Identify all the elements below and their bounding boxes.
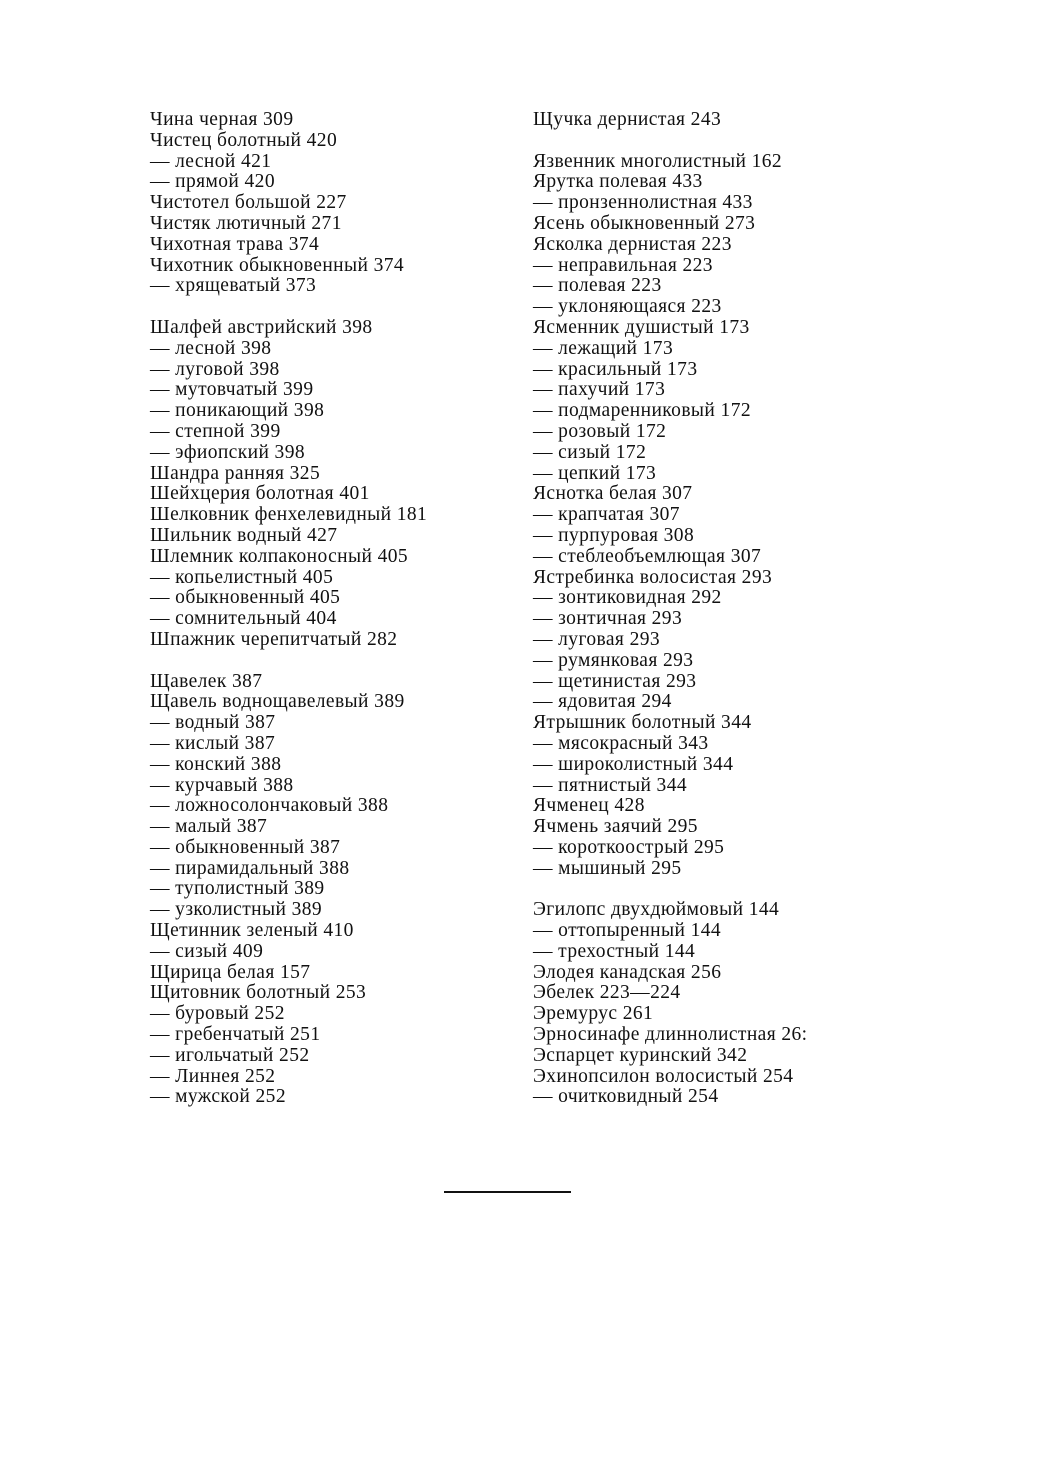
index-column-left — [150, 110, 530, 1108]
index-entry: — конский 388 — [150, 753, 282, 775]
index-entry: — мышиный 295 — [533, 857, 682, 879]
index-entry: — луговой 398 — [150, 358, 280, 380]
index-entry: — пирамидальный 388 — [150, 857, 350, 879]
index-entry: — сизый 172 — [533, 441, 647, 463]
index-entry: — пятнистый 344 — [533, 774, 688, 796]
index-entry: — туполистный 389 — [150, 878, 325, 900]
index-entry: — лежащий 173 — [533, 337, 674, 359]
index-entry: Чихотник обыкновенный 374 — [150, 254, 405, 276]
index-entry: Шлемник колпаконосный 405 — [150, 545, 409, 567]
index-entry: — пронзеннолистная 433 — [533, 192, 753, 214]
index-entry: — игольчатый 252 — [150, 1044, 310, 1066]
index-entry: — гребенчатый 251 — [150, 1024, 321, 1046]
index-entry: Ясень обыкновенный 273 — [533, 212, 756, 234]
index-entry: Эремурус 261 — [533, 1003, 654, 1025]
index-entry: Язвенник многолистный 162 — [533, 150, 783, 172]
index-entry: Щавель воднощавелевый 389 — [150, 691, 405, 713]
index-entry: — лесной 398 — [150, 337, 272, 359]
index-entry: — розовый 172 — [533, 420, 667, 442]
index-entry: — обыкновенный 405 — [150, 587, 341, 609]
index-entry: Чистяк лютичный 271 — [150, 212, 342, 234]
index-entry: — красильный 173 — [533, 358, 698, 380]
index-entry: — луговая 293 — [533, 628, 661, 650]
index-entry: — пахучий 173 — [533, 379, 666, 401]
index-entry: — поникающий 398 — [150, 400, 325, 422]
index-entry: — крапчатая 307 — [533, 504, 680, 526]
index-entry: Яснотка белая 307 — [533, 483, 693, 505]
index-entry: Щирица белая 157 — [150, 961, 311, 983]
index-entry: — копьелистный 405 — [150, 566, 334, 588]
index-entry: — курчавый 388 — [150, 774, 294, 796]
index-entry: — уклоняющаяся 223 — [533, 296, 722, 318]
index-entry: — сомнительный 404 — [150, 608, 337, 630]
index-entry: Шалфей австрийский 398 — [150, 316, 373, 338]
index-entry: — прямой 420 — [150, 171, 275, 193]
index-entry: — мутовчатый 399 — [150, 379, 314, 401]
index-entry: Шелковник фенхелевидный 181 — [150, 504, 428, 526]
index-entry: Щитовник болотный 253 — [150, 982, 367, 1004]
index-entry: — цепкий 173 — [533, 462, 657, 484]
index-entry: — малый 387 — [150, 816, 268, 838]
index-entry: Ястребинка волосистая 293 — [533, 566, 773, 588]
index-entry: Эспарцет куринский 342 — [533, 1044, 748, 1066]
index-entry: — узколистный 389 — [150, 899, 323, 921]
index-entry: Шпажник черепитчатый 282 — [150, 628, 398, 650]
index-entry: — водный 387 — [150, 712, 276, 734]
index-entry: Ячмень заячий 295 — [533, 816, 698, 838]
index-entry: — мясокрасный 343 — [533, 732, 709, 754]
index-entry: — подмаренниковый 172 — [533, 400, 751, 422]
index-entry: — ложносолончаковый 388 — [150, 795, 389, 817]
index-entry: Ятрышник болотный 344 — [533, 712, 752, 734]
index-entry: Щетинник зеленый 410 — [150, 920, 354, 942]
index-entry: — стеблеобъемлющая 307 — [533, 545, 762, 567]
index-entry: — сизый 409 — [150, 940, 264, 962]
index-entry: — обыкновенный 387 — [150, 836, 341, 858]
index-entry: Чистец болотный 420 — [150, 129, 338, 151]
index-entry: — хрящеватый 373 — [150, 275, 317, 297]
index-entry: — ядовитая 294 — [533, 691, 672, 713]
index-entry: Ясменник душистый 173 — [533, 316, 750, 338]
index-entry: — неправильная 223 — [533, 254, 713, 276]
index-entry: — кислый 387 — [150, 732, 276, 754]
index-entry: Чистотел большой 227 — [150, 192, 347, 214]
index-entry: — буровый 252 — [150, 1003, 285, 1025]
index-entry: — мужской 252 — [150, 1086, 286, 1108]
index-entry: Элодея канадская 256 — [533, 961, 722, 983]
index-entry: Ярутка полевая 433 — [533, 171, 703, 193]
index-entry: Шильник водный 427 — [150, 524, 338, 546]
index-entry: Ясколка дернистая 223 — [533, 233, 732, 255]
index-entry: — лесной 421 — [150, 150, 272, 172]
index-entry: — широколистный 344 — [533, 753, 734, 775]
index-entry: Ячменец 428 — [533, 795, 645, 817]
index-entry: Щучка дернистая 243 — [533, 109, 722, 130]
index-entry: — полевая 223 — [533, 275, 662, 297]
index-entry: — щетинистая 293 — [533, 670, 697, 692]
index-entry: — зонтичная 293 — [533, 608, 683, 630]
index-entry: — степной 399 — [150, 420, 281, 442]
index-entry: — зонтиковидная 292 — [533, 587, 722, 609]
index-entry: — румянковая 293 — [533, 649, 694, 671]
index-entry: Чина черная 309 — [150, 109, 294, 130]
index-column-right — [533, 110, 873, 1108]
index-entry: Эхинопсилон волосистый 254 — [533, 1065, 794, 1087]
index-entry: — трехостный 144 — [533, 940, 696, 962]
index-entry: Эгилопс двухдюймовый 144 — [533, 899, 780, 921]
index-entry: Чихотная трава 374 — [150, 233, 320, 255]
index-entry: — очитковидный 254 — [533, 1086, 719, 1108]
index-entry: Эбелек 223—224 — [533, 982, 681, 1004]
index-entry: — короткоострый 295 — [533, 836, 725, 858]
index-entry: Шандра ранняя 325 — [150, 462, 321, 484]
index-entry: Эрносинафе длиннолистная 26: — [533, 1024, 808, 1046]
index-entry: — эфиопский 398 — [150, 441, 306, 463]
index-entry: — оттопыренный 144 — [533, 920, 722, 942]
index-entry: Шейхцерия болотная 401 — [150, 483, 370, 505]
index-entry: Щавелек 387 — [150, 670, 263, 692]
index-entry: — Линнея 252 — [150, 1065, 276, 1087]
end-rule-divider — [444, 1191, 571, 1193]
index-entry: — пурпуровая 308 — [533, 524, 695, 546]
